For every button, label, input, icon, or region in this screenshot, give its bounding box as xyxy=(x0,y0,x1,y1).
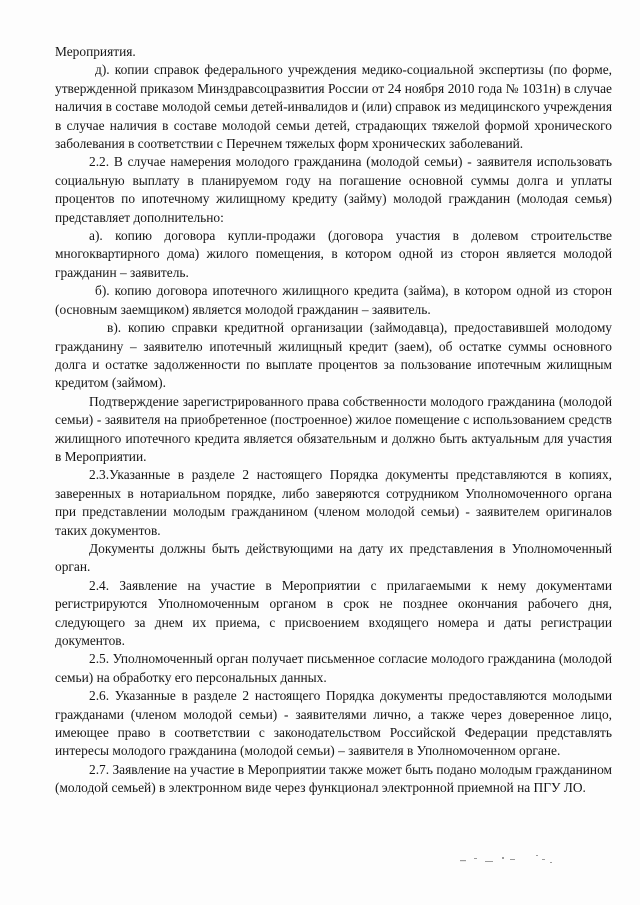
scan-artifact-marks xyxy=(440,850,590,870)
paragraph-2-3: 2.3.Указанные в разделе 2 настоящего Порядка документы представляются в копиях, заверенных в нотариальном порядке, либо заверяются сотрудником Уполномоченного органа при представлении молодым гражданином (членом молодой семьи) - заявителем оригиналов таких документов. xyxy=(55,467,612,538)
paragraph-item-v: в). копию справки кредитной организации (займодавца), предоставившей молодому гражданину – заявителю ипотечный жилищный кредит (заем), об остатке суммы основного долга и остатке задолженности по выплате процентов за пользование ипотечным жилищным кредитом (займом). xyxy=(55,320,612,391)
paragraph-item-a: а). копию договора купли-продажи (договора участия в долевом строительстве многоквартирного дома) жилого помещения, в котором одной из сторон является молодой гражданин – заявитель. xyxy=(55,228,612,280)
paragraph-ownership-confirmation: Подтверждение зарегистрированного права собственности молодого гражданина (молодой семьи) - заявителя на приобретенное (построенное) жилое помещение с использованием средств жилищного ипотечного кредита является обязательным и должно быть актуальным для участия в Мероприятии. xyxy=(55,393,612,464)
paragraph-2-5: 2.5. Уполномоченный орган получает письменное согласие молодого гражданина (молодой семьи) на обработку его персональных данных. xyxy=(55,651,612,685)
paragraph-2-2: 2.2. В случае намерения молодого гражданина (молодой семьи) - заявителя использовать социальную выплату в планируемом году на погашение основной суммы долга и уплаты процентов по ипотечному жилищному кредиту (займу) молодой гражданин (молодая семья) представляет дополнительно: xyxy=(55,154,612,225)
paragraph-documents-validity: Документы должны быть действующими на дату их представления в Уполномоченный орган. xyxy=(55,540,612,575)
paragraph-2-6: 2.6. Указанные в разделе 2 настоящего Порядка документы предоставляются молодыми гражданами (членом молодой семьи) - заявителями лично, а также через доверенное лицо, имеющее право в соответствии с законодательством Российской Федерации представлять интересы молодого гражданина (молодой семьи) – заявителя в Уполномоченном органе. xyxy=(55,688,612,759)
paragraph-item-b: б). копию договора ипотечного жилищного кредита (займа), в котором одной из сторон (основным заемщиком) является молодой гражданин – заявитель. xyxy=(55,283,612,317)
paragraph-2-7: 2.7. Заявление на участие в Мероприятии также может быть подано молодым гражданином (молодой семьей) в электронном виде через функционал электронной приемной на ПГУ ЛО. xyxy=(55,761,612,796)
document-body xyxy=(55,43,612,798)
paragraph-2-4: 2.4. Заявление на участие в Мероприятии с прилагаемыми к нему документами регистрируются Уполномоченным органом в срок не позднее окончания рабочего дня, следующего за днем их приема, с присвоением входящего номера и даты регистрации документов. xyxy=(55,577,612,648)
paragraph-continuation: Мероприятия. xyxy=(55,44,136,59)
paragraph-item-d: д). копии справок федерального учреждения медико-социальной экспертизы (по форме, утвержденной приказом Минздравсоцразвития России от 24 ноября 2010 года № 1031н) в случае наличия в составе молодой семьи детей-инвалидов и (или) справок из медицинского учреждения в случае наличия в составе молодой семьи детей, страдающих тяжелой формой хронического заболевания в соответствии с Перечнем тяжелых форм хронических заболеваний. xyxy=(55,62,612,152)
